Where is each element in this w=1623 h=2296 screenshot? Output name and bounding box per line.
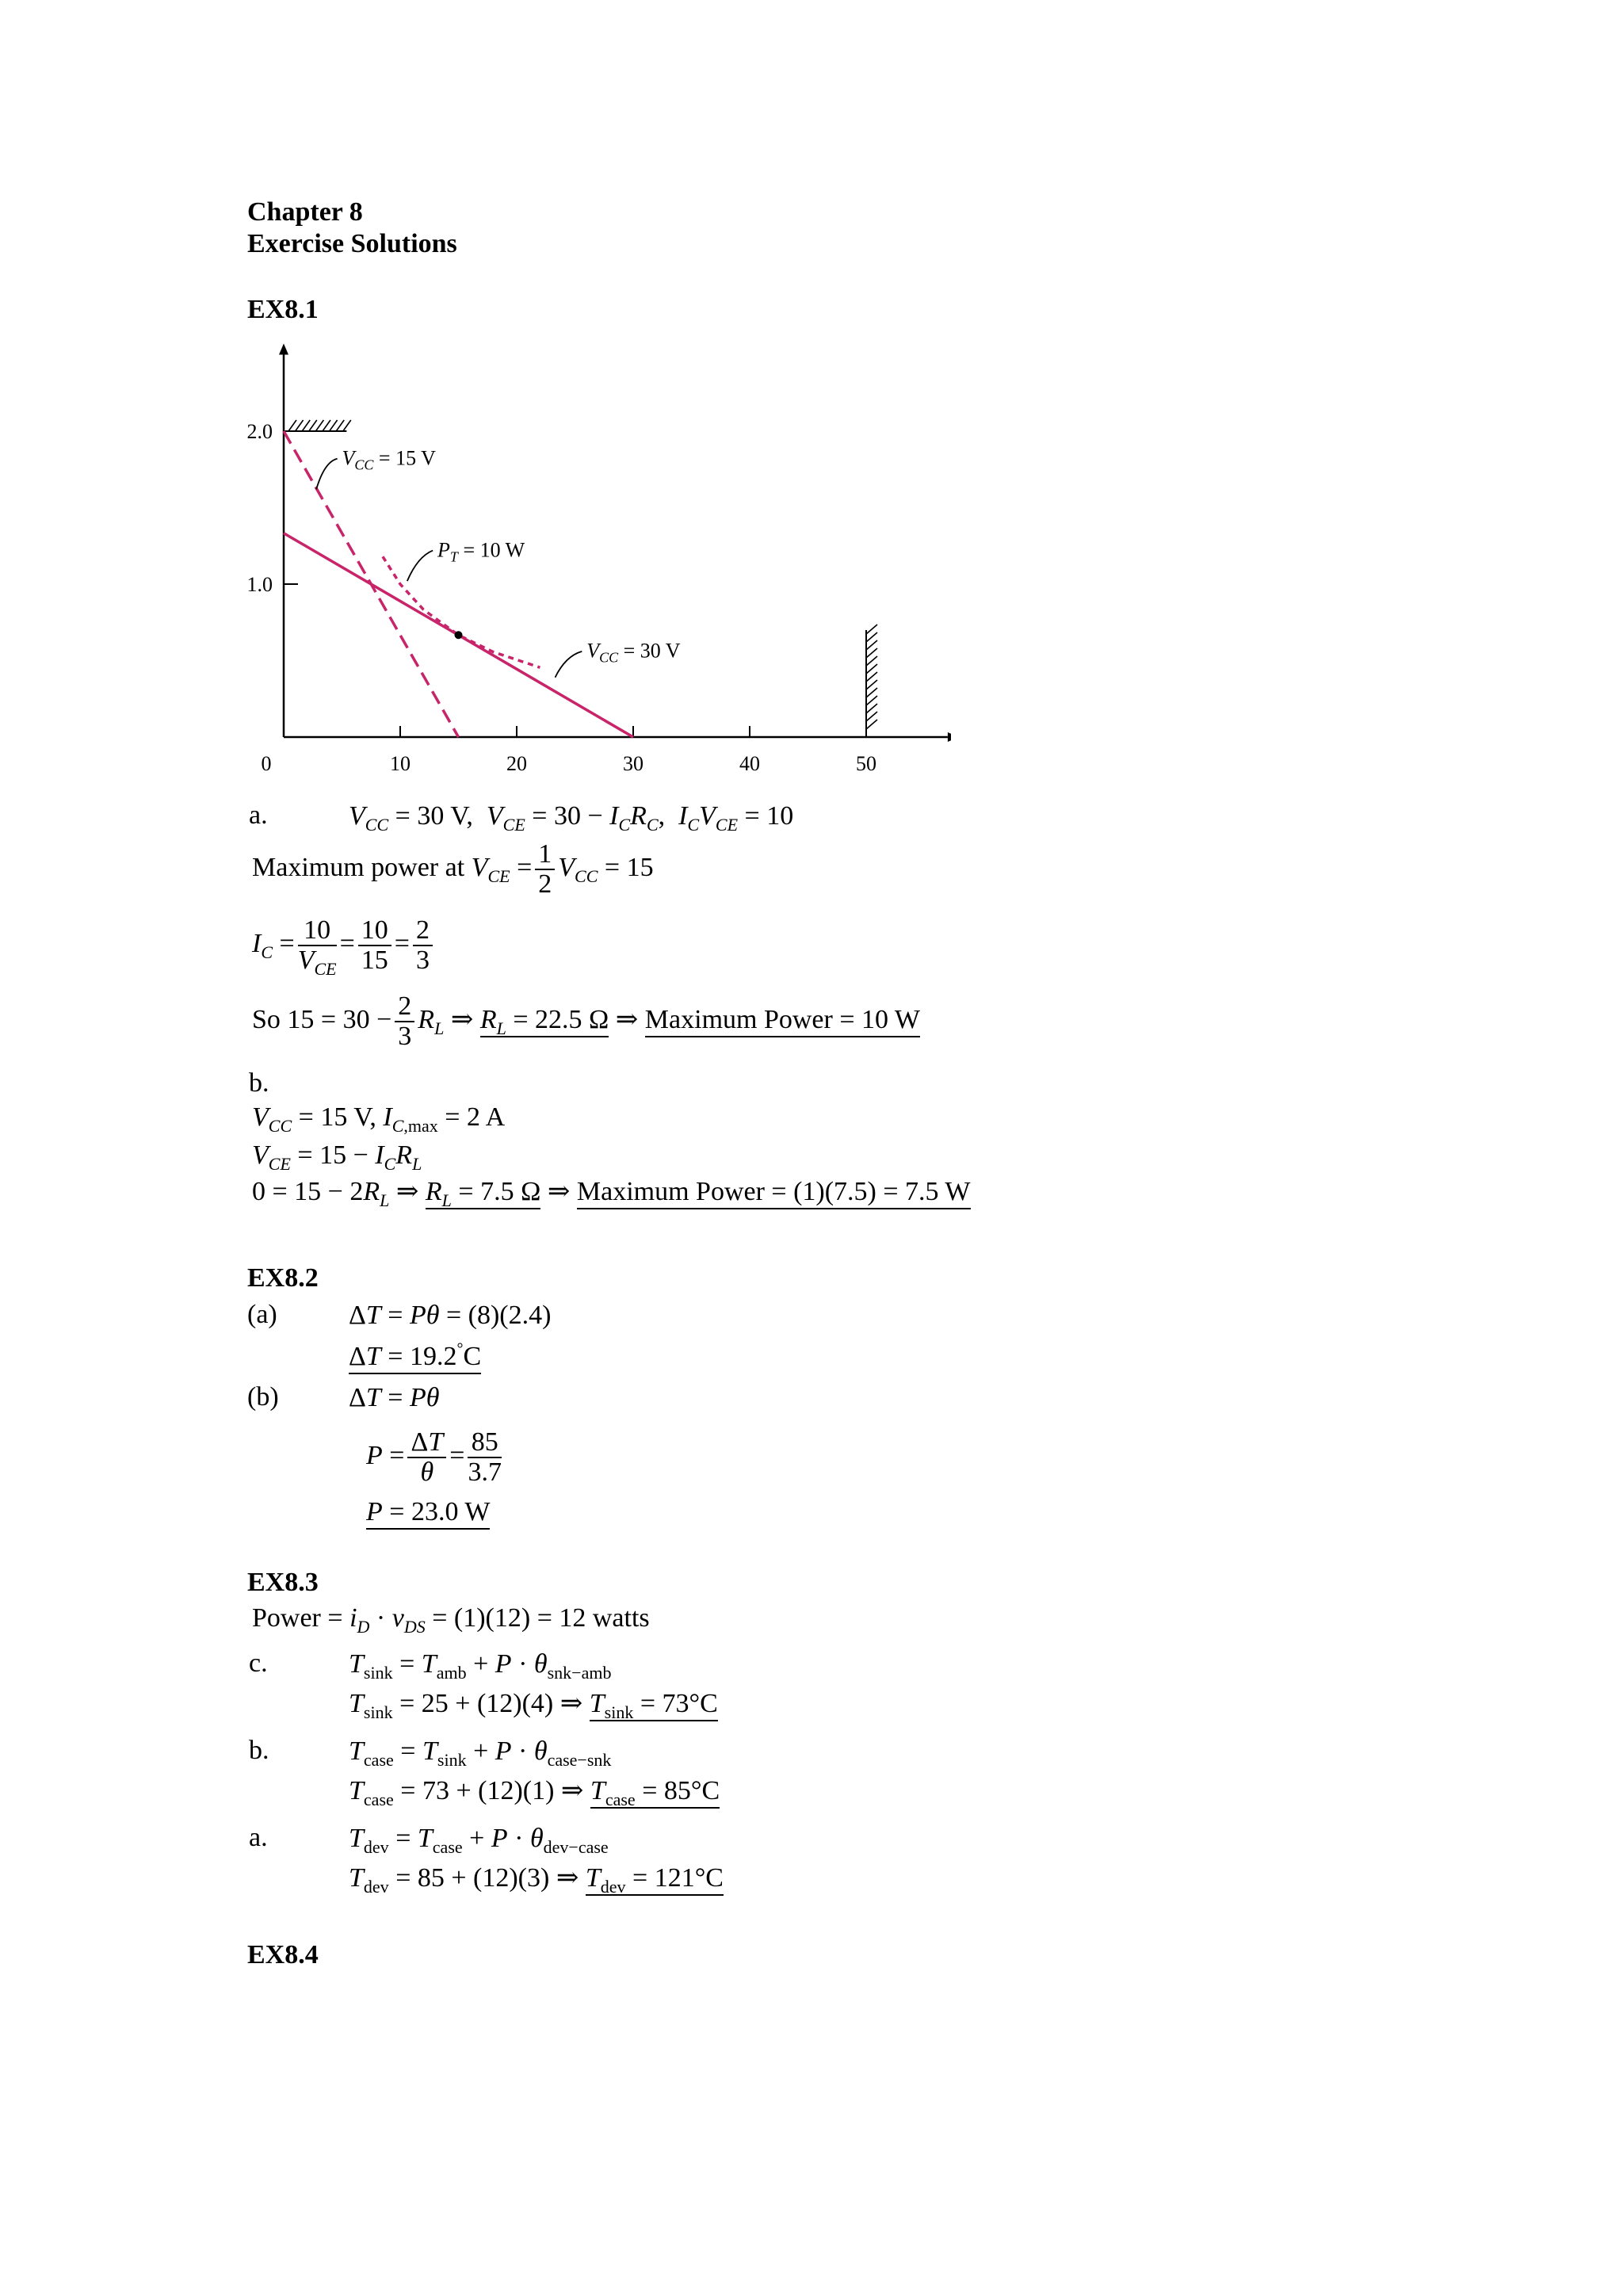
hatch-stroke bbox=[866, 712, 877, 721]
y-tick-label: 1.0 bbox=[246, 573, 273, 596]
ex8-2-part-a-label: (a) bbox=[247, 1300, 277, 1329]
ex8-1-heading: EX8.1 bbox=[247, 295, 319, 324]
pt-label: $P_T = 10$ W bbox=[437, 538, 525, 565]
ex8-3-part-b-label: b. bbox=[249, 1736, 269, 1765]
ex8-2-b-line3: P = 23.0 W bbox=[366, 1496, 490, 1528]
ex8-4-heading: EX8.4 bbox=[247, 1940, 319, 1969]
hatch-stroke bbox=[343, 420, 351, 431]
power-watts: 12 watts bbox=[559, 1603, 650, 1633]
ex8-3-c-line2: $T_{sink} = 25 + (12)(4)$ ⇒ $T_{sink} = 73^\circ C$ bbox=[349, 1689, 718, 1722]
hatch-stroke bbox=[309, 420, 317, 431]
ex8-2-heading: EX8.2 bbox=[247, 1263, 319, 1293]
ex8-2-part-b-label: (b) bbox=[247, 1382, 279, 1412]
hatch-stroke bbox=[288, 420, 296, 431]
ex8-3-b-line1: $T_{case} = T_{sink} + P \cdot \theta_{case-snk}$ bbox=[349, 1736, 612, 1770]
series-line-2 bbox=[383, 556, 540, 667]
hatch-stroke bbox=[866, 664, 877, 674]
vcc30-label: $V_{CC} = 30$ V bbox=[586, 639, 681, 666]
vcc30-leader bbox=[556, 651, 582, 678]
hatch-stroke bbox=[866, 704, 877, 713]
ex8-1-a-line4: So 15 = 30 − $\frac{2}{3}$ $R_L$ ⇒ $R_L = 22.5$ Ω ⇒ Maximum Power = 10 W bbox=[252, 991, 920, 1051]
ex8-2-b-line1: ΔT = Pθ bbox=[349, 1383, 440, 1412]
y-tick-label: 2.0 bbox=[246, 420, 273, 443]
x-tick-label: 30 bbox=[623, 752, 643, 775]
hatch-stroke bbox=[866, 632, 877, 642]
ex8-1-a-line1: $V_{CC} = 30$ V, $V_{CE} = 30 - I_CR_C$, $I_CV_{CE} = 10$ bbox=[349, 801, 794, 835]
chart-annotations bbox=[316, 446, 681, 677]
hatch-stroke bbox=[336, 420, 344, 431]
hatch-stroke bbox=[323, 420, 330, 431]
ex8-1-b-line3: $0 = 15 - 2R_L$ ⇒ $R_L = 7.5$ Ω ⇒ Maximum Power = (1)(7.5) = 7.5 W bbox=[252, 1177, 971, 1210]
hatch-stroke bbox=[866, 625, 877, 634]
operating-point bbox=[455, 631, 463, 639]
ex8-3-heading: EX8.3 bbox=[247, 1568, 319, 1597]
hatch-stroke bbox=[315, 420, 323, 431]
x-tick-label: 10 bbox=[390, 752, 411, 775]
x-axis-arrow bbox=[948, 732, 951, 742]
so-text: So bbox=[252, 1004, 281, 1034]
ex8-1-a-line2: Maximum power at $V_{CE}$ = $\frac{1}{2}$ $V_{CC} = 15$ bbox=[252, 839, 654, 899]
ex8-1-part-a-label: a. bbox=[249, 800, 268, 830]
chart-axes bbox=[247, 344, 952, 776]
x-tick-label: 50 bbox=[856, 752, 876, 775]
ex8-1-b-line2: $V_{CE} = 15 - I_CR_L$ bbox=[252, 1140, 422, 1174]
x-tick-label: 20 bbox=[506, 752, 527, 775]
x-tick-label: 40 bbox=[739, 752, 760, 775]
hatch-stroke bbox=[330, 420, 338, 431]
chart-series bbox=[284, 431, 633, 737]
chapter-subtitle: Exercise Solutions bbox=[247, 229, 457, 258]
max-power-result-b: Maximum Power = (1)(7.5) = 7.5 W bbox=[577, 1177, 971, 1209]
ex8-2-a-line2: ΔT = 19.2°C bbox=[349, 1341, 481, 1373]
hatch-stroke bbox=[866, 656, 877, 666]
ex8-1-a-line3: $I_C$ = $\frac{10}{V_{CE}}$ = $\frac{10}{15}$ = $\frac{2}{3}$ bbox=[252, 916, 436, 975]
pt-leader bbox=[407, 551, 433, 582]
load-line-chart bbox=[238, 341, 951, 785]
vcc15-leader bbox=[316, 459, 337, 490]
hatch-stroke bbox=[302, 420, 310, 431]
power-word: Power bbox=[252, 1603, 321, 1633]
ex8-2-b-line2: P = $\frac{\Delta T}{\theta}$ = $\frac{85}{3.7}$ bbox=[366, 1427, 502, 1487]
hatch-stroke bbox=[866, 640, 877, 650]
max-power-text: Maximum power at bbox=[252, 852, 465, 882]
max-power-result-a: Maximum Power = 10 W bbox=[645, 1005, 920, 1037]
ex8-1-b-line1: $V_{CC} = 15$ V, $I_{C,max} = 2$ A bbox=[252, 1102, 506, 1136]
ex8-3-b-line2: $T_{case} = 73 + (12)(1)$ ⇒ $T_{case} = 85^\circ C$ bbox=[349, 1776, 720, 1809]
ex8-3-power-line: Power = $i_D \cdot v_{DS} = (1)(12) = 12$ watts bbox=[252, 1603, 650, 1637]
y-axis-arrow bbox=[279, 344, 288, 355]
ex8-3-a-line2: $T_{dev} = 85 + (12)(3)$ ⇒ $T_{dev} = 121^\circ C$ bbox=[349, 1863, 724, 1897]
hatch-stroke bbox=[866, 680, 877, 690]
ex8-3-c-line1: $T_{sink} = T_{amb} + P \cdot \theta_{snk-amb}$ bbox=[349, 1649, 612, 1683]
hatch-stroke bbox=[866, 648, 877, 658]
ex8-3-part-a-label: a. bbox=[249, 1823, 268, 1852]
ex8-3-a-line1: $T_{dev} = T_{case} + P \cdot \theta_{dev-case}$ bbox=[349, 1824, 609, 1857]
vcc15-label: $V_{CC} = 15$ V bbox=[342, 446, 436, 473]
hatch-stroke bbox=[296, 420, 304, 431]
hatch-stroke bbox=[866, 688, 877, 697]
hatch-stroke bbox=[866, 720, 877, 729]
chapter-title: Chapter 8 bbox=[247, 197, 363, 227]
ex8-2-a-line1: ΔT = Pθ = (8)(2.4) bbox=[349, 1301, 552, 1330]
ex8-1-part-b-label: b. bbox=[249, 1068, 269, 1098]
hatch-stroke bbox=[866, 696, 877, 705]
hatch-stroke bbox=[866, 672, 877, 682]
x-tick-label: 0 bbox=[261, 752, 272, 775]
ex8-3-part-c-label: c. bbox=[249, 1648, 268, 1678]
